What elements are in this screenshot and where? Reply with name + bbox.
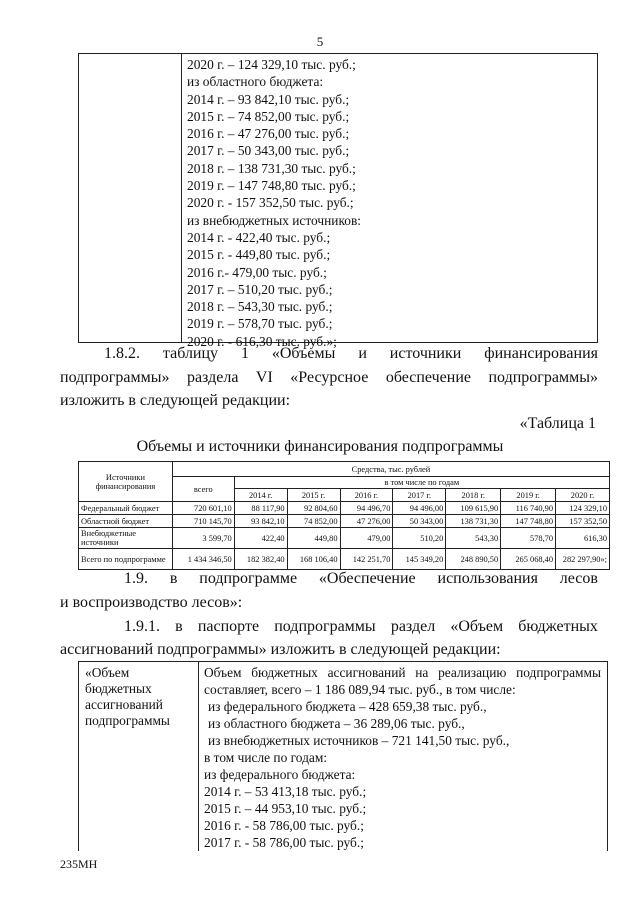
row-source-name: Всего по подпрограмме: [79, 549, 173, 570]
funding-line: 2020 г. – 124 329,10 тыс. руб.;: [187, 57, 356, 72]
table-label: «Таблица 1: [519, 415, 596, 432]
word: подпрограмме: [199, 570, 298, 587]
word: «Объем: [450, 618, 504, 635]
budget-line: 2014 г. – 53 413,18 тыс. руб.;: [204, 784, 367, 799]
header-funds: Средства, тыс. рублей: [172, 462, 609, 477]
row-source-name: Внебюджетные источники: [79, 528, 173, 549]
value-cell: 479,00: [340, 528, 393, 549]
section-name-line: ассигнований: [85, 697, 163, 712]
passport-section-name: [85, 665, 170, 729]
funding-line: 2017 г. – 50 343,00 тыс. руб.;: [187, 143, 350, 159]
word: VI: [255, 369, 273, 386]
funding-line: 2019 г. – 578,70 тыс. руб.;: [187, 316, 333, 332]
value-cell: 116 740,90: [501, 502, 556, 515]
table-column-divider: [181, 54, 182, 342]
budget-line: 2017 г. - 58 786,00 тыс. руб.;: [204, 835, 364, 850]
value-cell: 109 615,90: [446, 502, 501, 515]
funding-line: 2016 г. – 47 276,00 тыс. руб.;: [187, 126, 350, 142]
word: подпрограммы»: [60, 369, 170, 386]
table-row: [79, 528, 610, 549]
funding-line: 2017 г. – 510,20 тыс. руб.;: [187, 281, 333, 297]
funding-line: 2020 г. - 157 352,50 тыс. руб.;: [187, 195, 354, 211]
word: Объем: [204, 665, 242, 680]
value-cell: 616,30: [556, 528, 610, 549]
value-cell: 145 349,20: [393, 549, 446, 570]
budget-line: из федерального бюджета:: [204, 767, 356, 782]
budget-line: из областного бюджета – 36 289,06 тыс. руб.,: [208, 716, 465, 731]
value-cell: 543,30: [446, 528, 501, 549]
funding-line: 2015 г. - 449,80 тыс. руб.;: [187, 247, 331, 263]
word: 1.9.1.: [124, 618, 160, 635]
word: реализацию: [438, 665, 507, 680]
value-cell: 157 352,50: [556, 515, 610, 528]
value-cell: 74 852,00: [287, 515, 340, 528]
word: источники: [389, 345, 462, 362]
word: на: [415, 665, 429, 680]
year-header: 2016 г.: [340, 489, 393, 502]
value-cell: 720 601,10: [172, 502, 234, 515]
year-header: 2014 г.: [234, 489, 287, 502]
page-number: 5: [316, 34, 324, 49]
value-cell: 182 382,40: [234, 549, 287, 570]
year-header: 2017 г.: [393, 489, 446, 502]
header-by-years: в том числе по годам: [234, 477, 609, 489]
value-cell: 282 297,90»;: [556, 549, 610, 570]
table-row: [79, 502, 610, 515]
value-cell: 510,20: [393, 528, 446, 549]
section-name-line: бюджетных: [85, 681, 152, 696]
year-header: 2015 г.: [287, 489, 340, 502]
paragraph-1-9-1-line-2: ассигнований подпрограммы» изложить в следующей редакции:: [60, 641, 501, 658]
year-header: 2019 г.: [501, 489, 556, 502]
word: бюджетных: [518, 618, 598, 635]
word: «Обеспечение: [318, 570, 416, 587]
word: в: [175, 618, 183, 635]
budget-intro-line-1: [204, 665, 601, 681]
budget-lines: [204, 698, 601, 851]
paragraph-1-9-1-line-1: [124, 615, 598, 638]
word: 1.8.2.: [104, 345, 140, 362]
value-cell: 1 434 346,50: [172, 549, 234, 570]
value-cell: 93 842,10: [234, 515, 287, 528]
word: финансирования: [484, 345, 598, 362]
funding-line: 2018 г. – 138 731,30 тыс. руб.;: [187, 160, 356, 176]
word: «Ресурсное: [290, 369, 369, 386]
funding-line: 2018 г. – 543,30 тыс. руб.;: [187, 299, 333, 315]
word: обеспечение: [385, 369, 471, 386]
value-cell: 124 329,10: [556, 502, 610, 515]
value-cell: 3 599,70: [172, 528, 234, 549]
funding-line: 2016 г.- 479,00 тыс. руб.;: [187, 264, 327, 280]
budget-line: из федерального бюджета – 428 659,38 тыс. руб.,: [208, 699, 487, 714]
value-cell: 50 343,00: [393, 515, 446, 528]
header-source: Источники финансирования: [79, 462, 173, 502]
paragraph-1-9-line-1: [124, 567, 598, 590]
document-code: 235МН: [60, 857, 98, 871]
section-name-line: подпрограммы: [85, 713, 170, 728]
funding-line: из областного бюджета:: [187, 74, 324, 90]
value-cell: 138 731,30: [446, 515, 501, 528]
word: ассигнований: [327, 665, 406, 680]
table-row: [79, 515, 610, 528]
value-cell: 94 496,70: [340, 502, 393, 515]
continuation-table: [78, 53, 598, 349]
year-header: 2020 г.: [556, 489, 610, 502]
funding-line: 2014 г. - 422,40 тыс. руб.;: [187, 229, 331, 245]
value-cell: 422,40: [234, 528, 287, 549]
funding-lines: [187, 56, 361, 350]
funding-line: 2015 г. – 74 852,00 тыс. руб.;: [187, 108, 350, 124]
header-total: всего: [172, 477, 234, 502]
value-cell: 94 496,00: [393, 502, 446, 515]
word: раздел: [390, 618, 436, 635]
word: лесов: [559, 570, 598, 587]
financing-table: [78, 461, 610, 570]
word: «Объемы: [271, 345, 336, 362]
value-cell: 265 068,40: [501, 549, 556, 570]
paragraph-1-8-2-line-2: [60, 366, 598, 389]
paragraph-1-8-2-line-1: [104, 342, 598, 365]
funding-line: 2014 г. – 93 842,10 тыс. руб.;: [187, 91, 350, 107]
word: 1: [240, 345, 249, 362]
year-header: 2018 г.: [446, 489, 501, 502]
word: в: [169, 570, 178, 587]
table-column-divider: [198, 662, 199, 851]
value-cell: 449,80: [287, 528, 340, 549]
passport-section-content: [204, 665, 601, 851]
table-title: Объемы и источники финансирования подпрограммы: [136, 438, 504, 455]
value-cell: 142 251,70: [340, 549, 393, 570]
section-name-line: «Объем: [85, 665, 130, 680]
budget-intro-line-2: составляет, всего – 1 186 089,94 тыс. руб., в том числе:: [204, 682, 516, 697]
word: раздела: [186, 369, 239, 386]
value-cell: 88 117,90: [234, 502, 287, 515]
word: и: [358, 345, 367, 362]
word: использования: [437, 570, 538, 587]
word: таблицу: [162, 345, 219, 362]
paragraph-1-8-2-line-3: изложить в следующей редакции:: [60, 392, 291, 409]
funding-line: 2020 г. - 616,30 тыс. руб.»;: [187, 333, 337, 349]
value-cell: 578,70: [501, 528, 556, 549]
word: паспорте: [197, 618, 260, 635]
passport-table: [78, 661, 608, 851]
value-cell: 47 276,00: [340, 515, 393, 528]
budget-line: 2015 г. – 44 953,10 тыс. руб.;: [204, 801, 367, 816]
value-cell: 147 748,80: [501, 515, 556, 528]
budget-line: 2016 г. - 58 786,00 тыс. руб.;: [204, 818, 364, 833]
value-cell: 92 804,60: [287, 502, 340, 515]
budget-line: из внебюджетных источников – 721 141,50 тыс. руб.,: [208, 733, 510, 748]
value-cell: 168 106,40: [287, 549, 340, 570]
word: подпрограммы»: [488, 369, 598, 386]
word: подпрограммы: [516, 665, 601, 680]
word: подпрограммы: [274, 618, 376, 635]
funding-line: из внебюджетных источников:: [187, 212, 362, 228]
funding-line: 2019 г. – 147 748,80 тыс. руб.;: [187, 178, 356, 194]
budget-line: в том числе по годам:: [204, 750, 328, 765]
row-source-name: Федеральный бюджет: [79, 502, 173, 515]
value-cell: 248 890,50: [446, 549, 501, 570]
paragraph-1-9-line-2: и воспроизводство лесов»:: [60, 594, 243, 611]
value-cell: 710 145,70: [172, 515, 234, 528]
word: 1.9.: [124, 570, 148, 587]
word: бюджетных: [251, 665, 318, 680]
row-source-name: Областной бюджет: [79, 515, 173, 528]
